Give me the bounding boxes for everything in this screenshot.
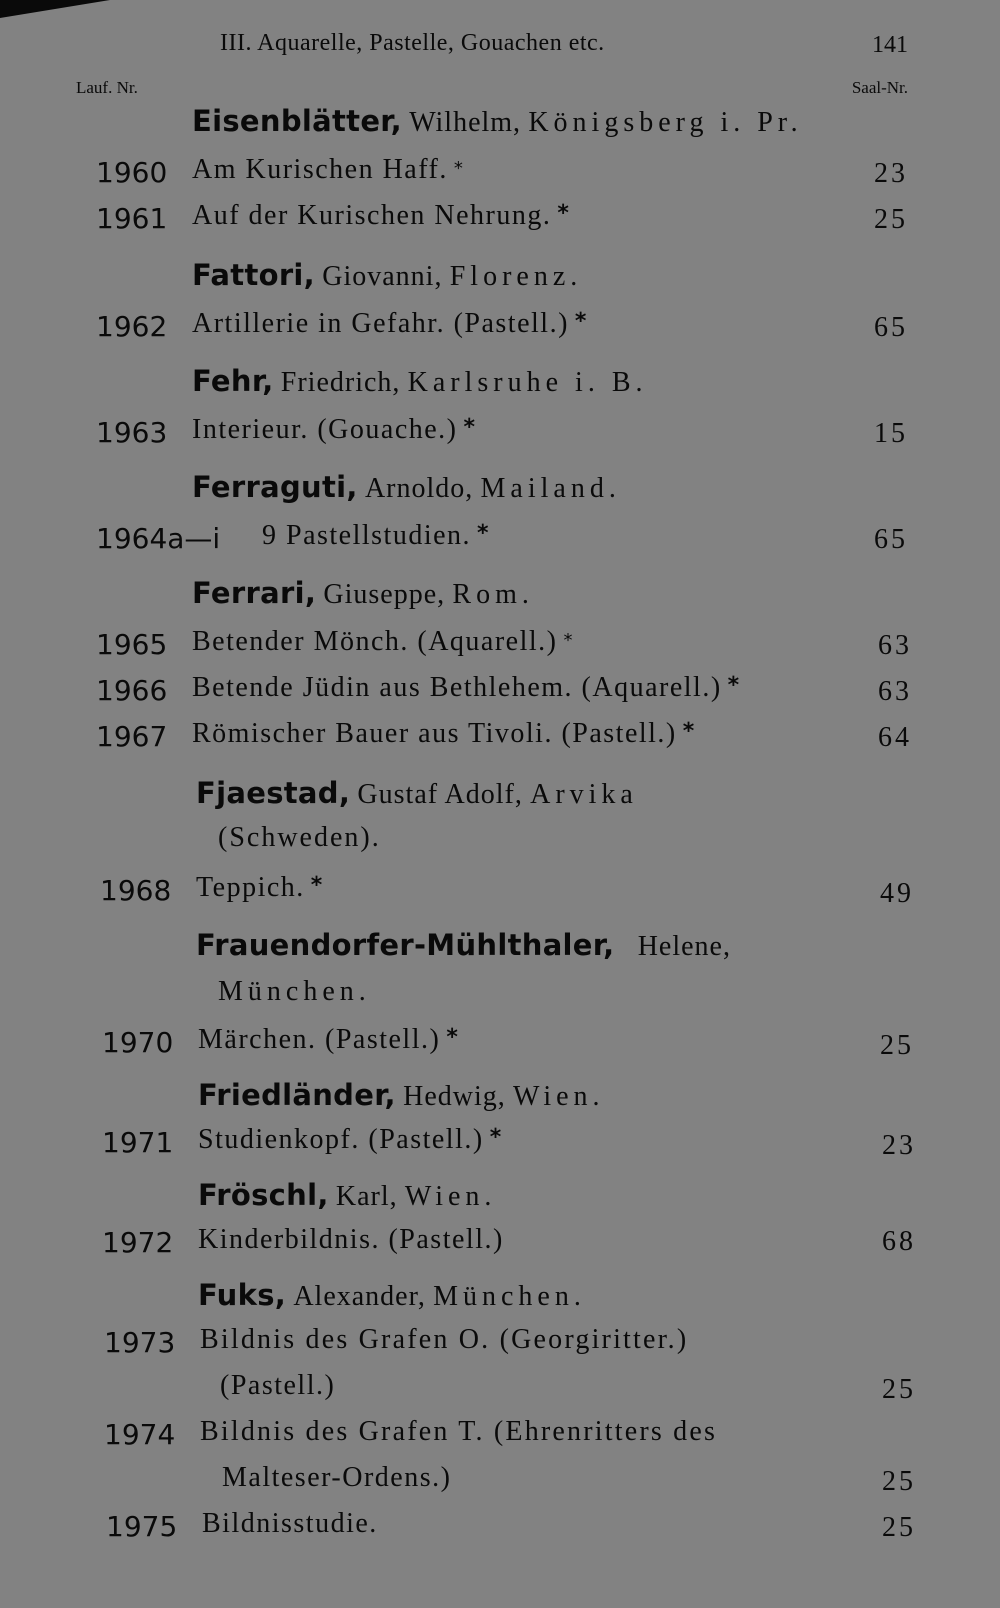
artist-city: Florenz.	[449, 261, 583, 292]
artist-heading	[198, 1078, 605, 1113]
entry-number: 1972	[102, 1226, 174, 1259]
star-mark: *	[489, 1125, 503, 1150]
entry-number: 1971	[102, 1126, 174, 1159]
artist-first-name: Gustaf Adolf,	[357, 779, 523, 810]
column-label-lauf-nr: Lauf. Nr.	[76, 78, 138, 97]
entry-title: Kinderbildnis. (Pastell.)	[198, 1224, 504, 1255]
entry-title-continued: Malteser-Ordens.)	[222, 1462, 452, 1493]
artist-heading	[192, 364, 648, 399]
entry-saal-number: 49	[880, 878, 914, 909]
entry-number: 1975	[106, 1510, 178, 1543]
star-mark: *	[727, 673, 741, 698]
artist-name: Ferraguti,	[192, 470, 358, 504]
entry-title-continued: (Pastell.)	[220, 1370, 336, 1401]
star-mark: *	[453, 158, 465, 179]
star-mark: *	[463, 415, 477, 440]
artist-heading	[192, 470, 621, 505]
entry-number: 1961	[96, 202, 168, 235]
entry-title: Artillerie in Gefahr. (Pastell.) *	[192, 308, 588, 339]
entry-title: Märchen. (Pastell.) *	[198, 1024, 460, 1055]
artist-heading	[192, 104, 803, 139]
artist-name: Fehr,	[192, 364, 274, 398]
artist-city: Karlsruhe i. B.	[407, 367, 648, 398]
artist-name: Fattori,	[192, 258, 315, 292]
star-mark: *	[563, 630, 574, 651]
star-mark: *	[557, 201, 571, 226]
entry-saal-number: 65	[874, 524, 908, 555]
artist-heading	[198, 1178, 496, 1213]
entry-number: 1968	[100, 874, 172, 907]
entry-title: Bildnisstudie.	[202, 1508, 378, 1539]
artist-heading	[192, 576, 534, 611]
entry-title: Studienkopf. (Pastell.) *	[198, 1124, 503, 1155]
artist-heading	[196, 928, 731, 963]
artist-name: Frauendorfer-Mühlthaler,	[196, 928, 615, 962]
artist-heading	[192, 258, 582, 293]
artist-heading-continued: München.	[218, 976, 371, 1007]
star-mark: *	[682, 719, 696, 744]
entry-title: Bildnis des Grafen T. (Ehrenritters des	[200, 1416, 718, 1447]
artist-name: Fröschl,	[198, 1178, 329, 1212]
entry-title: Betender Mönch. (Aquarell.) *	[192, 626, 574, 657]
entry-number: 1962	[96, 310, 168, 343]
artist-city: Arvika	[530, 779, 638, 810]
entry-number: 1963	[96, 416, 168, 449]
star-mark: *	[446, 1025, 460, 1050]
artist-city: Königsberg i. Pr.	[528, 107, 803, 138]
artist-name: Eisenblätter,	[192, 104, 402, 138]
entry-saal-number: 23	[874, 158, 908, 189]
artist-first-name: Hedwig,	[403, 1081, 506, 1112]
entry-number: 1965	[96, 628, 168, 661]
entry-title: Auf der Kurischen Nehrung. *	[192, 200, 571, 231]
artist-first-name: Friedrich,	[280, 367, 401, 398]
artist-first-name: Giuseppe,	[323, 579, 446, 610]
entry-number: 1973	[104, 1326, 176, 1359]
artist-heading	[196, 776, 638, 811]
entry-title: Bildnis des Grafen O. (Georgiritter.)	[200, 1324, 689, 1355]
artist-heading	[198, 1278, 586, 1313]
entry-number: 1960	[96, 156, 168, 189]
entry-title: Teppich. *	[196, 872, 324, 903]
entry-saal-number: 25	[874, 204, 908, 235]
entry-saal-number: 25	[882, 1374, 916, 1405]
artist-first-name: Wilhelm,	[409, 107, 522, 138]
column-label-saal-nr: Saal-Nr.	[851, 78, 908, 97]
artist-city: Wien.	[513, 1081, 605, 1112]
artist-first-name: Giovanni,	[322, 261, 443, 292]
entry-title: Römischer Bauer aus Tivoli. (Pastell.) *	[192, 718, 696, 749]
entry-saal-number: 68	[882, 1226, 916, 1257]
artist-city: München.	[433, 1281, 586, 1312]
artist-name: Fuks,	[198, 1278, 287, 1312]
entry-title: Am Kurischen Haff. *	[192, 154, 465, 185]
entry-saal-number: 65	[874, 312, 908, 343]
artist-first-name: Karl,	[335, 1181, 398, 1212]
entry-title: Interieur. (Gouache.) *	[192, 414, 477, 445]
artist-first-name: Helene,	[637, 931, 731, 962]
entry-saal-number: 25	[880, 1030, 914, 1061]
star-mark: *	[310, 873, 324, 898]
entry-saal-number: 63	[878, 630, 912, 661]
entry-saal-number: 63	[878, 676, 912, 707]
artist-city: Mailand.	[480, 473, 621, 504]
entry-saal-number: 25	[882, 1512, 916, 1543]
entry-saal-number: 64	[878, 722, 912, 753]
entry-saal-number: 25	[882, 1466, 916, 1497]
entry-number: 1964a—i	[96, 522, 221, 555]
entry-number: 1967	[96, 720, 168, 753]
page-number: 141	[872, 32, 908, 58]
entry-title: Betende Jüdin aus Bethlehem. (Aquarell.) *	[192, 672, 741, 703]
entry-number: 1966	[96, 674, 168, 707]
artist-heading-continued: (Schweden).	[218, 822, 381, 853]
page-corner-shadow	[0, 0, 110, 18]
artist-name: Friedländer,	[198, 1078, 396, 1112]
artist-name: Ferrari,	[192, 576, 317, 610]
star-mark: *	[574, 309, 588, 334]
entry-saal-number: 23	[882, 1130, 916, 1161]
artist-name: Fjaestad,	[196, 776, 351, 810]
artist-city: Wien.	[404, 1181, 497, 1212]
artist-first-name: Alexander,	[293, 1281, 426, 1312]
running-header-title: III. Aquarelle, Pastelle, Gouachen etc.	[220, 30, 605, 56]
entry-saal-number: 15	[874, 418, 908, 449]
star-mark: *	[477, 521, 491, 546]
entry-title: 9 Pastellstudien. *	[262, 520, 491, 551]
entry-number: 1970	[102, 1026, 174, 1059]
artist-first-name: Arnoldo,	[364, 473, 474, 504]
artist-city: Rom.	[452, 579, 534, 610]
entry-number: 1974	[104, 1418, 176, 1451]
